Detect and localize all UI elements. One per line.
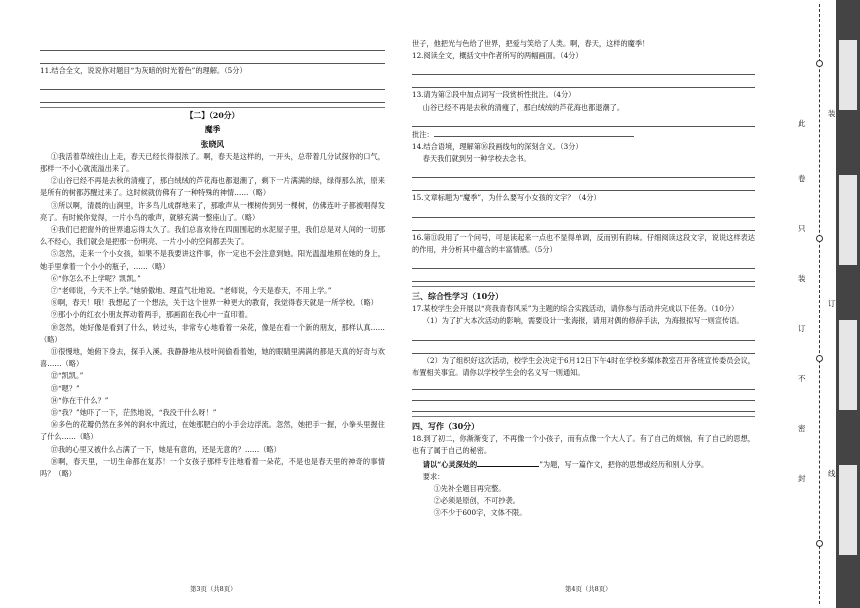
paragraph: ③所以啊，清晨的山涧里，许多鸟儿成群地来了，那歌声从一棵树传到另一棵树，仿佛连叶子都被唱得发亮了。有时候你觉得，一片小鸟的歌声，就够充满一整座山了。（略） — [40, 200, 385, 222]
info-field[interactable] — [839, 465, 857, 555]
paragraph: ⑩忽然，她好像是看到了什么，转过头，非常专心地看着一朵花，像是在看一个新的朋友，那样认真……（略） — [40, 322, 385, 344]
requirement-1: ①先补全题目再完整。 — [433, 484, 506, 494]
answer-line — [40, 91, 385, 103]
answer-line — [40, 52, 385, 64]
question-13: 13.请为第②段中加点词写一段赏析性批注。（4分） — [412, 90, 576, 100]
question-11: 11.结合全文，说说你对题目“为灰暗的时光着色”的理解。（5分） — [40, 66, 247, 75]
binding-margin — [790, 0, 860, 608]
paragraph: ⑦“老师说，今天不上学。”她骄傲地、理直气壮地说。“老师说，今天是春天，不用上学。” — [50, 286, 332, 296]
question-18: 18.到了初二，你渐渐变了，不再像一个小孩子，而有点像一个大人了。有了自己的烦恼，有了自己的思想，也有了属于自己的秘密。 — [412, 434, 755, 456]
question-17-2: （2）为了组织好这次活动，校学生会决定于6月12日下午4时在学校多媒体教室召开各班宣传委员会议，布置相关事宜。请你以学校学生会的名义写一则通知。 — [412, 355, 755, 377]
paragraph: ⑯多色的花瓣仍然在多舛的涧水中流过，在她那肥白的小手会边浮流。忽然，她把手一握，小拳头里握住了什么……（略） — [40, 420, 385, 442]
question-17: 17.某校学生会开展以“亮我青春风采”为主题的综合实践活动，请你参与活动并完成以下任务。（10分） — [412, 304, 739, 314]
question-17-1: （1）为了扩大本次活动的影响，需要设计一张海报，请用对偶的修辞手法，为海报拟写一则宣传语。 — [422, 316, 744, 326]
info-field[interactable] — [839, 320, 857, 410]
answer-line — [412, 179, 755, 191]
answer-line — [412, 391, 755, 401]
binding-mark: 装 — [828, 109, 836, 118]
title-blank[interactable] — [477, 458, 539, 467]
answer-line — [412, 115, 755, 127]
binding-char: 不 — [798, 374, 806, 383]
divider — [412, 286, 755, 287]
divider — [412, 416, 755, 417]
info-field[interactable] — [839, 40, 857, 110]
page-number-left: 第3页（共8页） — [190, 585, 237, 593]
section-title: 【二】（20分） — [185, 111, 240, 121]
divider — [40, 107, 385, 108]
requirement-2: ②必须是原创，不可抄袭。 — [433, 496, 520, 506]
answer-line — [412, 402, 755, 412]
left-column — [40, 38, 385, 480]
annotation-blank[interactable] — [434, 128, 634, 137]
question-13-quote: 山谷已经不再是去秋的清瘦了，那白绒绒的芦花海也都退潮了。 — [422, 102, 625, 112]
prompt-end: ”为题，写一篇作文，把你的思想或经历和别人分享。 — [539, 459, 709, 469]
hole-circle — [816, 60, 823, 67]
binding-char: 装 — [798, 274, 806, 283]
binding-char: 此 — [798, 119, 806, 128]
requirements-label: 要求： — [422, 471, 445, 481]
answer-line — [412, 63, 755, 75]
binding-char: 订 — [798, 324, 806, 333]
story-ending: 世子，他把光与色给了世界，把爱与笑给了人类。啊，春天，这样的魔季！ — [412, 39, 650, 48]
paragraph: ①我活着草绒往山上走，春天已经长得很浓了。啊，春天是这样的，一开头，总带着几分试探你的口气，那样一不小心就流溢出来了。 — [40, 151, 385, 174]
hole-circle — [816, 540, 823, 547]
binding-char: 只 — [798, 224, 806, 233]
answer-line — [412, 270, 755, 282]
paragraph: ⑤忽然，走来一个小女孩，如果不是我要讲这件事，你一定也不会注意到她。阳光温温地照在她的身上，她手里拿着一个小小的瓶子，……（略） — [40, 249, 385, 271]
paragraph: ⑰我的心里又被什么占满了一下，她是有意的，还是无意的？……（略） — [50, 444, 281, 454]
answer-line — [412, 342, 755, 354]
answer-line — [40, 39, 385, 51]
paragraph: ⑱啊，春天里，一切生命都在复苏！一个女孩子那样专注地看着一朵花，不是也是春天里的神奇的事情吗？（略） — [40, 456, 385, 479]
paragraph: ⑥“你怎么不上学呢？凯凯。” — [50, 273, 141, 283]
question-16: 16.第⑪段用了一个问号，可是读起来一点也不显得单调，反而别有韵味。仔细阅读这段文字，说说这样表达的作用，并分析其中蕴含的丰富情感。（5分） — [412, 232, 755, 254]
paragraph: ④我们已把窗外的世界遗忘得太久了。我们总喜欢待在四面围起的水泥屋子里，我们总是对人间的一切那么不经心，我们就会是把那一份明亮、一片小小的空间都丢失了。 — [40, 225, 385, 247]
binding-char: 密 — [798, 424, 806, 433]
answer-line — [412, 76, 755, 88]
question-14-quote: 春天我们就到另一种学校去念书。 — [422, 154, 531, 164]
paragraph: ⑮“我？”她吓了一下，茫然地说，“我没干什么呀！” — [50, 408, 217, 418]
question-18-prompt — [412, 458, 755, 471]
answer-line — [412, 206, 755, 218]
answer-line — [412, 380, 755, 390]
binding-mark: 线 — [828, 469, 836, 478]
paragraph: ⑭“你在干什么？” — [50, 395, 109, 405]
paragraph: ⑫“凯凯。” — [50, 371, 84, 381]
paragraph: ⑨那小小的红衣小朋友挥动着两手，那画面在我心中一直印着。 — [50, 310, 253, 320]
story-body — [40, 151, 385, 480]
question-14: 14.结合语境，理解第⑯段画线句的深刻含义。（3分） — [412, 142, 583, 152]
binding-char: 卷 — [798, 174, 806, 183]
question-12: 12.阅读全文，概括文中作者所写的两幅画面。（4分） — [412, 51, 583, 61]
paragraph: ⑬“嗯？” — [50, 383, 80, 393]
page-number-right: 第4页（共8页） — [565, 585, 612, 593]
question-15: 15.文章标题为“魔季”，为什么要写小女孩的文字？（4分） — [412, 193, 601, 203]
hole-circle — [816, 235, 823, 242]
paragraph: ⑧啊，春天！哦！我想起了一个想法，关于这个世界一种更大的教育，我觉得春天就是一所学校。（略） — [50, 298, 378, 308]
prompt-start: 请以“心灵深处的 — [422, 459, 478, 469]
story-author: 张晓风 — [200, 139, 225, 149]
requirement-3: ③不少于600字，文体不限。 — [433, 508, 527, 518]
hole-circle — [816, 355, 823, 362]
section-3-title: 三、综合性学习（10分） — [412, 291, 504, 302]
binding-mark: 订 — [828, 299, 836, 308]
story-title: 魔季 — [204, 125, 221, 135]
paragraph: ⑪很慢地，她俯下身去，探手入溪。我静静地从枝叶间偷看着她，她的眼睛里满满的都是天真的好奇与欢喜……（略） — [40, 347, 385, 369]
student-info-strip — [836, 0, 860, 608]
right-column — [412, 38, 755, 520]
answer-line — [412, 166, 755, 178]
binding-char: 封 — [798, 474, 806, 483]
section-4-title: 四、写作（30分） — [412, 421, 480, 432]
answer-line — [40, 78, 385, 90]
answer-line — [412, 219, 755, 231]
seal-line — [819, 4, 820, 604]
info-field[interactable] — [839, 175, 857, 265]
question-13-annotation — [412, 128, 755, 141]
annotation-label: 批注： — [412, 129, 434, 139]
answer-line — [412, 257, 755, 269]
paragraph: ②山谷已经不再是去秋的清瘦了，那白绒绒的芦花海也都退潮了，剩下一片满满的绿，绿得那么浓，原来是所有的树都苏醒过来了。这时候就仿佛有了一种特殊的神情……（略） — [40, 176, 385, 198]
answer-line — [412, 329, 755, 341]
